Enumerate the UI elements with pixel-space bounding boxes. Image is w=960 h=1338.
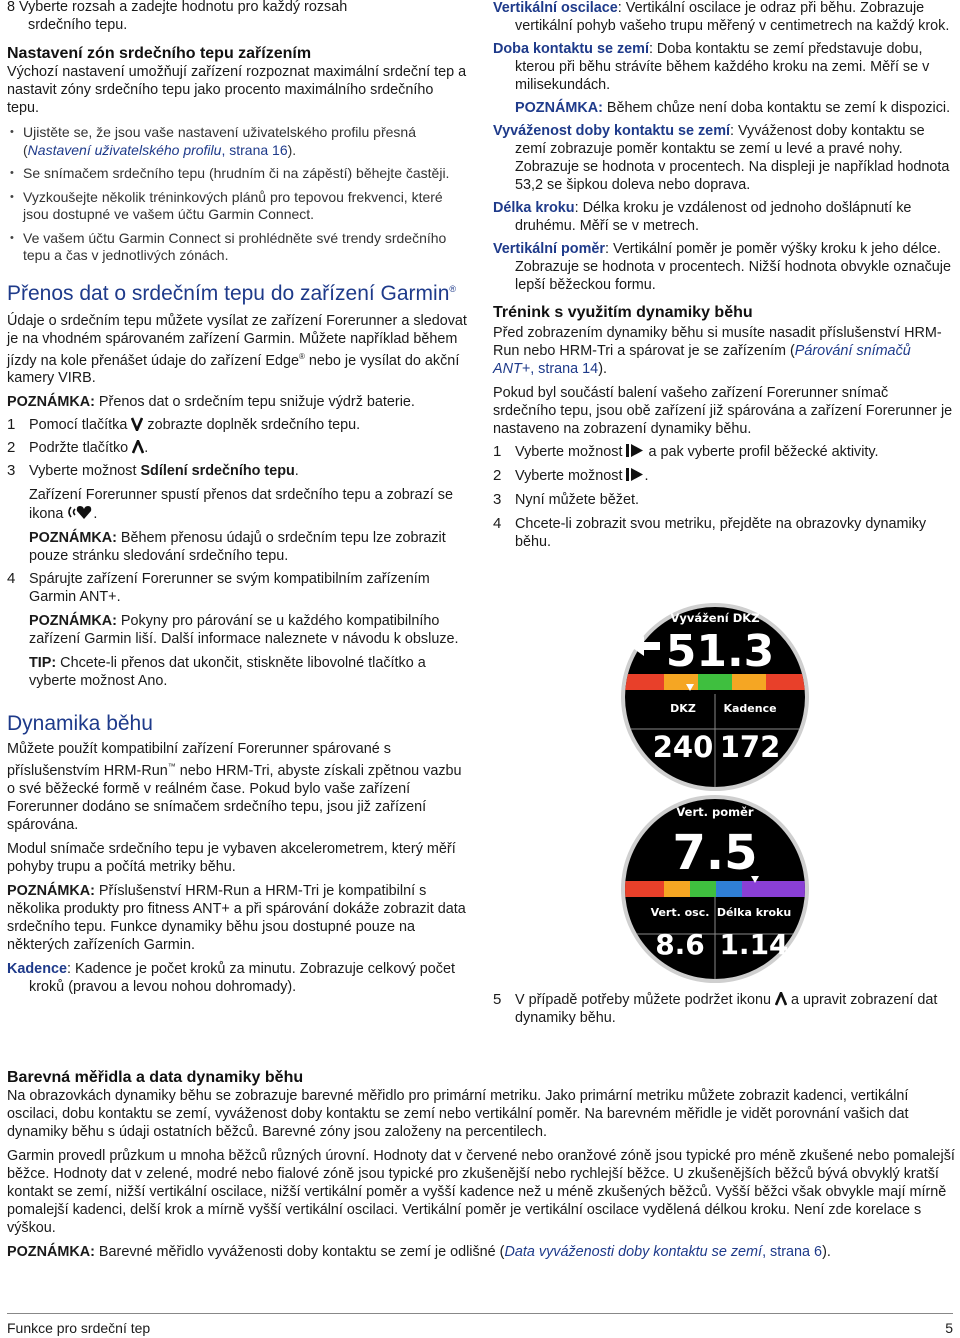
transfer-step-3-result: Zařízení Forerunner spustí přenos dat srdečního tepu a zobrazí se ikona . — [29, 487, 453, 523]
watch1-value-left: 240 — [652, 730, 714, 764]
watch2-label-right: Délka kroku — [716, 906, 792, 919]
watch2-label-left: Vert. osc. — [650, 906, 710, 919]
cadence-definition: Kadence: Kadence je počet kroků za minutu. Zobrazuje celkový počet kroků (pravou a levou nohou dohromady). — [7, 961, 455, 996]
pairing-link[interactable]: Párování snímačů ANT+, strana 14 — [493, 343, 911, 377]
bullet-trends: • Ve vašem účtu Garmin Connect si prohlédněte své trendy srdečního tepu a čas v jednotlivých zónách. — [7, 230, 469, 265]
training-paragraph-2: Pokud byl součástí balení vašeho zařízení Forerunner snímač srdečního tepu, jsou obě zařízení již spárována a zařízení Forerunner je nastaveno na zobrazení dynamiky běhu. — [493, 385, 953, 437]
color-gauges-note: POZNÁMKA: Barevné měřidlo vyváženosti doby kontaktu se zemí je odlišné (Data vyváženosti doby kontaktu se zemí, strana 6). — [7, 1244, 831, 1260]
heart-broadcast-icon — [67, 504, 93, 520]
zones-paragraph: Výchozí nastavení umožňují zařízení rozpoznat maximální srdeční tep a nastavit zóny srdečního tepu jako procento maximálního srdečního tepu. — [7, 64, 467, 116]
watch2-value-left: 8.6 — [655, 928, 705, 961]
start-button-icon — [626, 443, 644, 458]
watch-screen-gct-balance — [620, 602, 810, 792]
down-button-icon — [131, 417, 143, 431]
training-step-1: 1 Vyberte možnost a pak vyberte profil běžecké aktivity. — [493, 443, 879, 460]
watch-screen-vertical-ratio — [620, 794, 810, 984]
transfer-step-3: 3 Vyberte možnost Sdílení srdečního tepu. — [7, 462, 299, 480]
watch2-value: 7.5 — [672, 825, 758, 881]
watch1-label-right: Kadence — [723, 702, 777, 715]
footer-section-title: Funkce pro srdeční tep — [7, 1320, 151, 1336]
up-button-icon — [132, 440, 144, 454]
bullet-sensor: • Se snímačem srdečního tepu (hrudním či na zápěstí) běhejte častěji. — [7, 165, 469, 183]
bullet-plans: • Vyzkoušejte několik tréninkových plánů pro tepovou frekvenci, které jsou dostupné ve vašem účtu Garmin Connect. — [7, 189, 469, 224]
training-step-5: 5 V případě potřeby můžete podržet ikonu a upravit zobrazení dat dynamiky běhu. — [493, 991, 938, 1026]
battery-note: POZNÁMKA: Přenos dat o srdečním tepu snižuje výdrž baterie. — [7, 394, 415, 411]
watch1-label-left: DKZ — [670, 702, 696, 715]
transfer-step-4-note: POZNÁMKA: Pokyny pro párování se u každého kompatibilního zařízení Garmin liší. Další informace naleznete v návodu k obsluze. — [29, 613, 459, 648]
watch2-title: Vert. poměr — [676, 805, 754, 819]
watch1-value: 51.3 — [665, 626, 775, 677]
training-step-4: 4 Chcete-li zobrazit svou metriku, přejděte na obrazovky dynamiky běhu. — [493, 515, 927, 550]
gct-definition: Doba kontaktu se zemí: Doba kontaktu se zemí představuje dobu, kterou při běhu strávíte během každého kroku na zemi. Měří se v milisekundách. — [493, 41, 930, 93]
color-gauges-paragraph-2: Garmin provedl průzkum u mnoha běžců různých úrovní. Hodnoty dat v červené nebo oranžové zóně jsou typické pro méně zkušené nebo pomalejší běžce. Hodnoty dat v zelené, modré nebo fialové zóně jsou typické pro zkušenější nebo rychlejší běžce. U zkušenějších běžců bývá obvyklý kratší kontakt se zemí, nižší vertikální oscilace, nižší vertikální poměr a vyšší kadence než u méně zkušených běžců. Vyšší běžci však obvykle mají mírně pomalejší kadenci, delší krok a mírně vyšší vertikální oscilaci. Vertikální poměr je vertikální oscilace vydělená délkou kroku. Není zde korelace s výškou. — [7, 1148, 955, 1236]
training-step-2: 2 Vyberte možnost . — [493, 467, 649, 484]
start-button-icon — [626, 467, 644, 482]
dynamics-note: POZNÁMKA: Příslušenství HRM-Run a HRM-Tri je kompatibilní s několika produkty pro fitness ANT+ a při spárování dokáže zobrazit data srdečního tepu. Funkce dynamiky běhu jsou dostupné pouze na některých zařízeních Garmin. — [7, 883, 466, 954]
gct-balance-link[interactable]: Data vyváženosti doby kontaktu se zemí, strana 6 — [504, 1244, 823, 1260]
transfer-step-1: 1 Pomocí tlačítka zobrazte doplněk srdečního tepu. — [7, 416, 361, 434]
transfer-heading: Přenos dat o srdečním tepu do zařízení Garmin® — [7, 281, 457, 305]
training-step-3: 3 Nyní můžete běžet. — [493, 491, 639, 508]
color-gauges-paragraph-1: Na obrazovkách dynamiky běhu se zobrazuje barevné měřidlo pro primární metriku. Jako primární metriku můžete zobrazit kadenci, vertikální oscilaci, dobu kontaktu se zemí, vyváženost doby kontaktu se zemí nebo vertikální poměr. Na barevném měřidle je vidět porovnání vašich dat dynamiky běhu s údaji ostatních běžců. Barevné zóny jsou založeny na percentilech. — [7, 1088, 909, 1140]
gct-note: POZNÁMKA: Během chůze není doba kontaktu se zemí k dispozici. — [515, 100, 951, 116]
page-number: 5 — [945, 1320, 953, 1336]
dynamics-heading: Dynamika běhu — [7, 712, 153, 736]
vo-definition: Vertikální oscilace: Vertikální oscilace je odraz při běhu. Zobrazuje vertikální pohyb vašeho trupu měřený v centimetrech na každý krok. — [493, 0, 950, 34]
watch1-title: Vyvážení DKZ — [670, 611, 760, 625]
zones-heading: Nastavení zón srdečního tepu zařízením — [7, 45, 312, 62]
watch2-value-right: 1.14 — [719, 928, 789, 961]
dynamics-paragraph-1: Můžete použít kompatibilní zařízení Forerunner spárované s příslušenstvím HRM-Run™ nebo HRM-Tri, abyste získali zpětnou vazbu o své běžecké formě v reálném čase. Pokud bylo vaše zařízení Forerunner dodáno se snímačem srdečního tepu, jsou již zařízení spárována. — [7, 741, 462, 834]
training-paragraph-1: Před zobrazením dynamiky běhu si musíte nasadit příslušenství HRM-Run nebo HRM-Tri a spárovat je se zařízením (Párování snímačů ANT+, strana 14). — [493, 325, 942, 377]
transfer-step-3-note: POZNÁMKA: Během přenosu údajů o srdečním tepu lze zobrazit pouze stránku sledování srdečního tepu. — [29, 530, 446, 565]
transfer-tip: TIP: Chcete-li přenos dat ukončit, stiskněte libovolné tlačítko a vyberte možnost Ano. — [29, 655, 426, 690]
stride-definition: Délka kroku: Délka kroku je vzdálenost od jednoho došlápnutí ke druhému. Měří se v metrech. — [493, 200, 912, 234]
watch1-value-right: 172 — [719, 730, 781, 764]
left-column — [7, 0, 469, 996]
transfer-step-2: 2 Podržte tlačítko . — [7, 439, 149, 457]
vr-definition: Vertikální poměr: Vertikální poměr je poměr výšky kroku k jeho délce. Zobrazuje se hodnota v procentech. Nižší hodnota obvykle označuje lepší běžeckou formu. — [493, 241, 951, 293]
dynamics-paragraph-2: Modul snímače srdečního tepu je vybaven akcelerometrem, který měří pohyby trupu a počítá metriky běhu. — [7, 841, 456, 876]
profile-settings-link[interactable]: Nastavení uživatelského profilu, strana 16 — [27, 141, 288, 158]
color-gauges-section — [7, 1069, 955, 1261]
transfer-paragraph: Údaje o srdečním tepu můžete vysílat ze zařízení Forerunner a sledovat je na vhodném spárovaném zařízení Garmin. Můžete například během jízdy na kole přenášet údaje do zařízení Edge® nebo je vysílat do akční kamery VIRB. — [7, 312, 467, 387]
intro-step: 8 Vyberte rozsah a zadejte hodnotu pro každý rozsah srdečního tepu. — [7, 0, 348, 33]
training-heading: Trénink s využitím dynamiky běhu — [493, 304, 753, 321]
color-gauges-heading: Barevná měřidla a data dynamiky běhu — [7, 1069, 304, 1086]
bullet-profile: • Ujistěte se, že jsou vaše nastavení uživatelského profilu přesná (Nastavení uživatelského profilu, strana 16). — [7, 124, 469, 159]
footer-divider — [7, 1313, 953, 1314]
gctb-definition: Vyváženost doby kontaktu se zemí: Vyváženost doby kontaktu se zemí zobrazuje poměr kontaktu se zemí u levé a pravé nohy. Zobrazuje se hodnota v procentech. Na displeji je například hodnota 53,2 se šipkou doleva nebo doprava. — [493, 123, 950, 193]
up-button-icon — [775, 992, 787, 1006]
transfer-step-4: 4 Spárujte zařízení Forerunner se svým kompatibilním zařízením Garmin ANT+. — [7, 570, 430, 606]
